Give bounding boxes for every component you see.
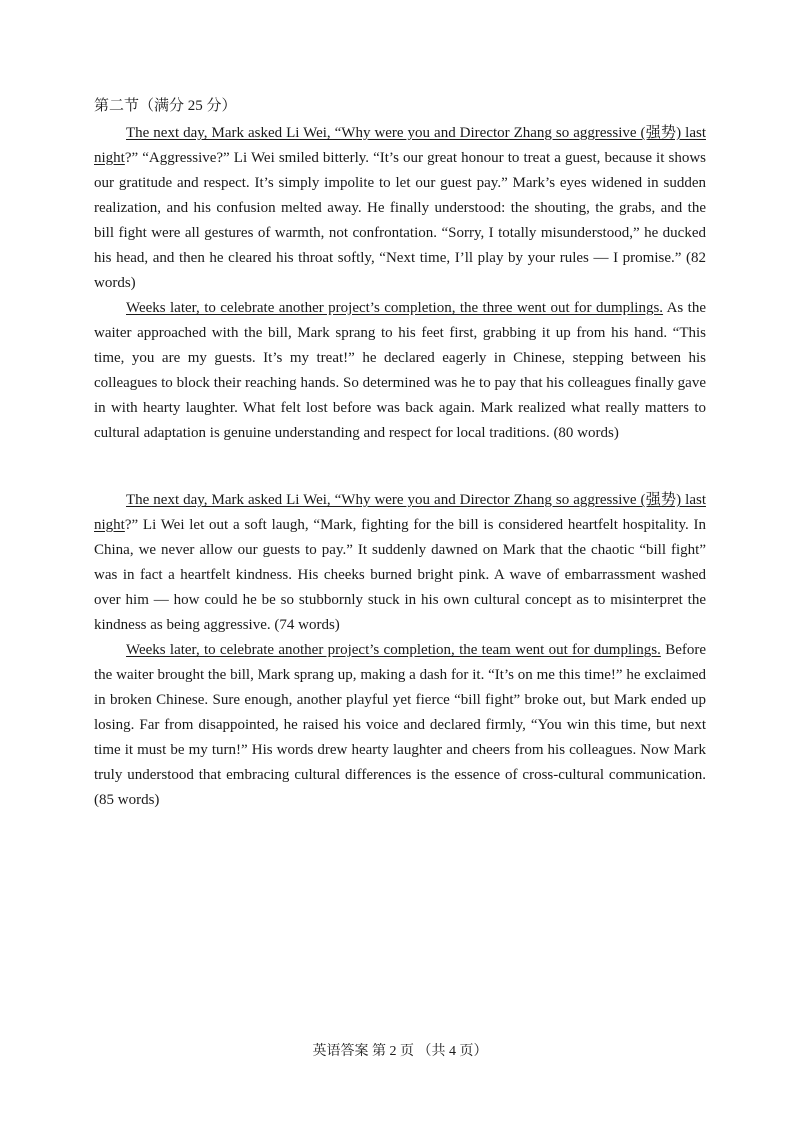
paragraph-text: As the waiter approached with the bill, Mark sprang to his feet first, grabbing it up from his hand. “This time, you are my guests. It’s my treat!” he declared eagerly in Chinese, stepping between his colleagues to block their reaching hands. So determined was he to pay that his colleagues finally gave in with hearty laughter. What felt lost before was back again. Mark realized what really matters to cultural adaptation is genuine understanding and respect for local traditions. (80 words) (94, 300, 706, 441)
sample-passage-2 (94, 488, 706, 813)
given-opening-sentence: The next day, Mark asked Li Wei, “Why were you and Director Zhang so aggressive (强势) last night (94, 125, 706, 166)
paragraph-text: ?” Li Wei let out a soft laugh, “Mark, fighting for the bill is considered heartfelt hospitality. In China, we never allow our guests to pay.” It suddenly dawned on Mark that the chaotic “bill fight” was in fact a heartfelt kindness. His cheeks burned bright pink. A wave of embarrassment washed over him — how could he be so stubbornly stuck in his own cultural concept as to misinterpret the kindness as being aggressive. (74 words) (94, 517, 706, 633)
section-heading: 第二节（满分 25 分） (94, 98, 237, 114)
passage-paragraph (94, 296, 706, 446)
passage-paragraph (94, 488, 706, 638)
given-opening-sentence: Weeks later, to celebrate another project’s completion, the team went out for dumplings. (126, 642, 661, 658)
sample-passage-1 (94, 121, 706, 446)
paragraph-text: ?” “Aggressive?” Li Wei smiled bitterly. “It’s our great honour to treat a guest, because it shows our gratitude and respect. It’s simply impolite to let our guest pay.” Mark’s eyes widened in sudden realization, and his confusion melted away. He finally understood: the shouting, the grabs, and the bill fight were all gestures of warmth, not confrontation. “Sorry, I totally misunderstood,” he ducked his head, and then he cleared his throat softly, “Next time, I’ll play by your rules — I promise.” (82 words) (94, 150, 706, 291)
paragraph-text: Before the waiter brought the bill, Mark sprang up, making a dash for it. “It’s on me this time!” he exclaimed in broken Chinese. Sure enough, another playful yet fierce “bill fight” broke out, but Mark ended up losing. Far from disappointed, he raised his voice and declared firmly, “You win this time, but next time it must be my turn!” His words drew hearty laughter and cheers from his colleagues. Now Mark truly understood that embracing cultural differences is the essence of cross-cultural communication. (85 words) (94, 642, 707, 808)
given-opening-sentence: Weeks later, to celebrate another project’s completion, the three went out for dumplings. (126, 300, 664, 316)
passage-paragraph (94, 121, 706, 296)
passage-paragraph (94, 638, 706, 813)
page-footer: 英语答案 第 2 页 （共 4 页） (312, 1044, 488, 1059)
given-opening-sentence: The next day, Mark asked Li Wei, “Why were you and Director Zhang so aggressive (强势) last night (94, 492, 706, 533)
